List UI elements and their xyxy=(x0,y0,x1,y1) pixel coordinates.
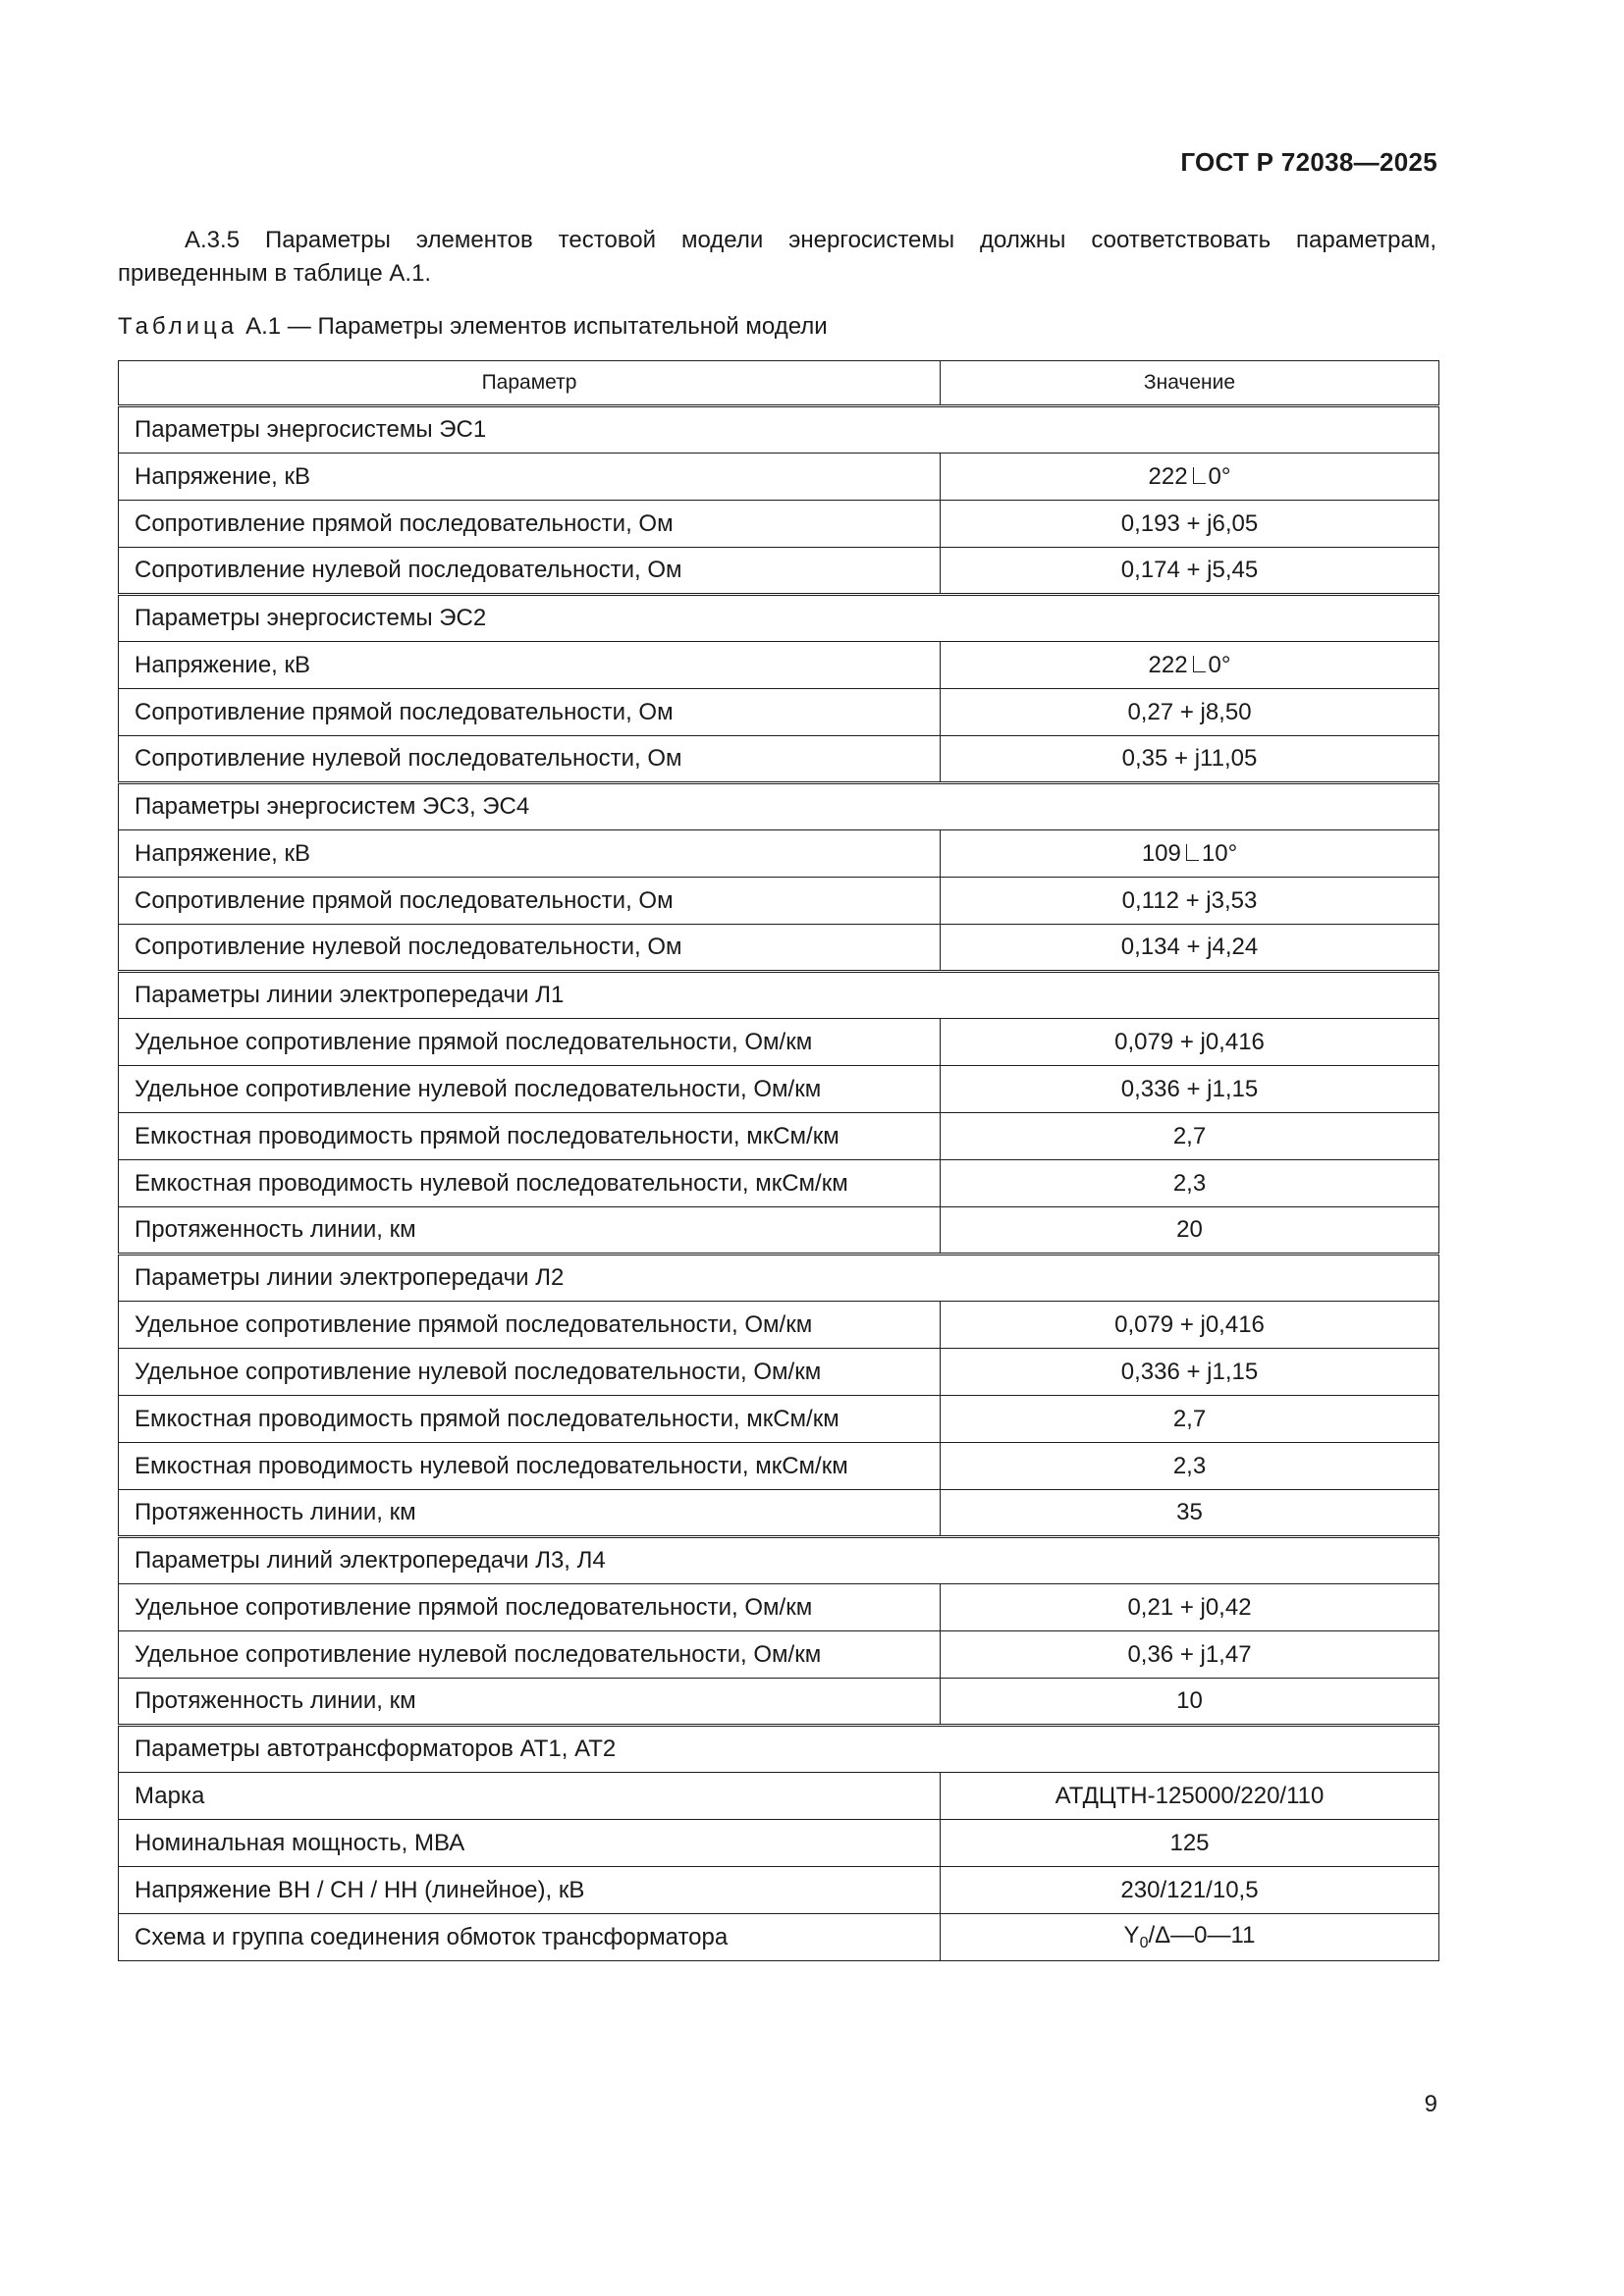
value-cell: 0,112 + j3,53 xyxy=(941,878,1439,925)
parameter-cell: Удельное сопротивление нулевой последовательности, Ом/км xyxy=(119,1349,941,1396)
parameter-cell: Марка xyxy=(119,1773,941,1820)
winding-symbol: Y xyxy=(1123,1922,1140,1949)
value-cell: 0,35 + j11,05 xyxy=(941,736,1439,783)
parameters-table xyxy=(118,360,1439,1961)
value-cell: 0,079 + j0,416 xyxy=(941,1302,1439,1349)
table-row xyxy=(119,1207,1439,1255)
table-row xyxy=(119,1820,1439,1867)
section-title: Параметры энергосистемы ЭС2 xyxy=(119,595,1439,642)
column-header-value: Значение xyxy=(941,361,1439,406)
table-row xyxy=(119,1019,1439,1066)
section-title: Параметры линии электропередачи Л1 xyxy=(119,972,1439,1019)
parameter-cell: Номинальная мощность, МВА xyxy=(119,1820,941,1867)
value-cell xyxy=(941,642,1439,689)
page-number: 9 xyxy=(1424,2091,1437,2117)
table-row xyxy=(119,1914,1439,1961)
table-row xyxy=(119,830,1439,878)
angle-symbol-icon xyxy=(1191,466,1207,486)
value-cell: 2,7 xyxy=(941,1113,1439,1160)
table-row xyxy=(119,1160,1439,1207)
value-cell xyxy=(941,830,1439,878)
value-cell xyxy=(941,454,1439,501)
table-row xyxy=(119,548,1439,595)
table-row xyxy=(119,1584,1439,1631)
column-header-parameter: Параметр xyxy=(119,361,941,406)
value-cell: АТДЦТН-125000/220/110 xyxy=(941,1773,1439,1820)
value-cell: 0,336 + j1,15 xyxy=(941,1066,1439,1113)
winding-group: /Δ—0—11 xyxy=(1148,1922,1256,1949)
table-row xyxy=(119,878,1439,925)
table-row xyxy=(119,1113,1439,1160)
section-title: Параметры линии электропередачи Л2 xyxy=(119,1255,1439,1302)
angle-symbol-icon xyxy=(1191,655,1207,674)
table-caption-text: А.1 — Параметры элементов испытательной модели xyxy=(245,313,828,340)
value-cell: 0,36 + j1,47 xyxy=(941,1631,1439,1679)
table-row xyxy=(119,1631,1439,1679)
section-title: Параметры энергосистемы ЭС1 xyxy=(119,406,1439,454)
table-row xyxy=(119,1867,1439,1914)
table-row xyxy=(119,454,1439,501)
table-row xyxy=(119,501,1439,548)
voltage-magnitude: 109 xyxy=(1141,839,1181,867)
winding-subscript: 0 xyxy=(1139,1935,1149,1951)
parameter-cell: Емкостная проводимость прямой последовательности, мкСм/км xyxy=(119,1113,941,1160)
value-cell: 0,193 + j6,05 xyxy=(941,501,1439,548)
parameter-cell: Удельное сопротивление прямой последовательности, Ом/км xyxy=(119,1302,941,1349)
table-header-row xyxy=(119,361,1439,406)
table-row xyxy=(119,1396,1439,1443)
value-cell: 0,134 + j4,24 xyxy=(941,925,1439,972)
angle-symbol-icon xyxy=(1184,843,1200,863)
value-cell: 35 xyxy=(941,1490,1439,1537)
value-cell: 20 xyxy=(941,1207,1439,1255)
parameter-cell: Напряжение, кВ xyxy=(119,642,941,689)
table-section-row xyxy=(119,1726,1439,1773)
parameter-cell: Сопротивление прямой последовательности, Ом xyxy=(119,689,941,736)
value-cell: 2,3 xyxy=(941,1160,1439,1207)
voltage-magnitude: 222 xyxy=(1148,651,1188,678)
table-section-row xyxy=(119,595,1439,642)
table-row xyxy=(119,1490,1439,1537)
voltage-angle: 10° xyxy=(1201,839,1238,867)
value-cell: 2,3 xyxy=(941,1443,1439,1490)
value-cell: 0,27 + j8,50 xyxy=(941,689,1439,736)
parameter-cell: Сопротивление нулевой последовательности, Ом xyxy=(119,736,941,783)
parameter-cell: Сопротивление прямой последовательности, Ом xyxy=(119,878,941,925)
table-row xyxy=(119,925,1439,972)
parameter-cell: Удельное сопротивление прямой последовательности, Ом/км xyxy=(119,1584,941,1631)
value-cell: 0,21 + j0,42 xyxy=(941,1584,1439,1631)
value-cell: 125 xyxy=(941,1820,1439,1867)
table-caption xyxy=(118,310,828,344)
table-section-row xyxy=(119,972,1439,1019)
parameter-cell: Напряжение, кВ xyxy=(119,454,941,501)
parameter-cell: Протяженность линии, км xyxy=(119,1207,941,1255)
parameter-cell: Емкостная проводимость нулевой последовательности, мкСм/км xyxy=(119,1160,941,1207)
table-row xyxy=(119,736,1439,783)
voltage-angle: 0° xyxy=(1208,651,1231,678)
section-title: Параметры линий электропередачи Л3, Л4 xyxy=(119,1537,1439,1584)
table-section-row xyxy=(119,406,1439,454)
table-row xyxy=(119,689,1439,736)
parameter-cell: Сопротивление нулевой последовательности, Ом xyxy=(119,925,941,972)
section-title: Параметры энергосистем ЭС3, ЭС4 xyxy=(119,783,1439,830)
table-caption-label: Таблица xyxy=(118,313,239,340)
table-row xyxy=(119,642,1439,689)
parameter-cell: Напряжение, кВ xyxy=(119,830,941,878)
parameter-cell: Сопротивление прямой последовательности, Ом xyxy=(119,501,941,548)
table-row xyxy=(119,1679,1439,1726)
voltage-angle: 0° xyxy=(1208,462,1231,490)
value-cell: 0,336 + j1,15 xyxy=(941,1349,1439,1396)
value-cell: 0,174 + j5,45 xyxy=(941,548,1439,595)
table-row xyxy=(119,1349,1439,1396)
value-cell: 2,7 xyxy=(941,1396,1439,1443)
document-code: ГОСТ Р 72038—2025 xyxy=(1180,147,1437,177)
parameter-cell: Удельное сопротивление нулевой последовательности, Ом/км xyxy=(119,1631,941,1679)
value-cell: 230/121/10,5 xyxy=(941,1867,1439,1914)
parameter-cell: Сопротивление нулевой последовательности, Ом xyxy=(119,548,941,595)
parameter-cell: Удельное сопротивление нулевой последовательности, Ом/км xyxy=(119,1066,941,1113)
parameter-cell: Удельное сопротивление прямой последовательности, Ом/км xyxy=(119,1019,941,1066)
table-row xyxy=(119,1302,1439,1349)
table-section-row xyxy=(119,1537,1439,1584)
table-row xyxy=(119,1773,1439,1820)
intro-paragraph: А.3.5 Параметры элементов тестовой модели энергосистемы должны соответствовать параметрам, приведенным в таблице А.1. xyxy=(118,227,1436,287)
parameter-cell: Протяженность линии, км xyxy=(119,1679,941,1726)
table-section-row xyxy=(119,783,1439,830)
value-cell: 0,079 + j0,416 xyxy=(941,1019,1439,1066)
voltage-magnitude: 222 xyxy=(1148,462,1188,490)
table-row xyxy=(119,1066,1439,1113)
value-cell xyxy=(941,1914,1439,1961)
table-section-row xyxy=(119,1255,1439,1302)
table-body xyxy=(119,406,1439,1961)
parameter-cell: Емкостная проводимость прямой последовательности, мкСм/км xyxy=(119,1396,941,1443)
table-row xyxy=(119,1443,1439,1490)
parameter-cell: Схема и группа соединения обмоток трансформатора xyxy=(119,1914,941,1961)
parameter-cell: Протяженность линии, км xyxy=(119,1490,941,1537)
parameter-cell: Напряжение ВН / СН / НН (линейное), кВ xyxy=(119,1867,941,1914)
value-cell: 10 xyxy=(941,1679,1439,1726)
parameter-cell: Емкостная проводимость нулевой последовательности, мкСм/км xyxy=(119,1443,941,1490)
section-title: Параметры автотрансформаторов АТ1, АТ2 xyxy=(119,1726,1439,1773)
